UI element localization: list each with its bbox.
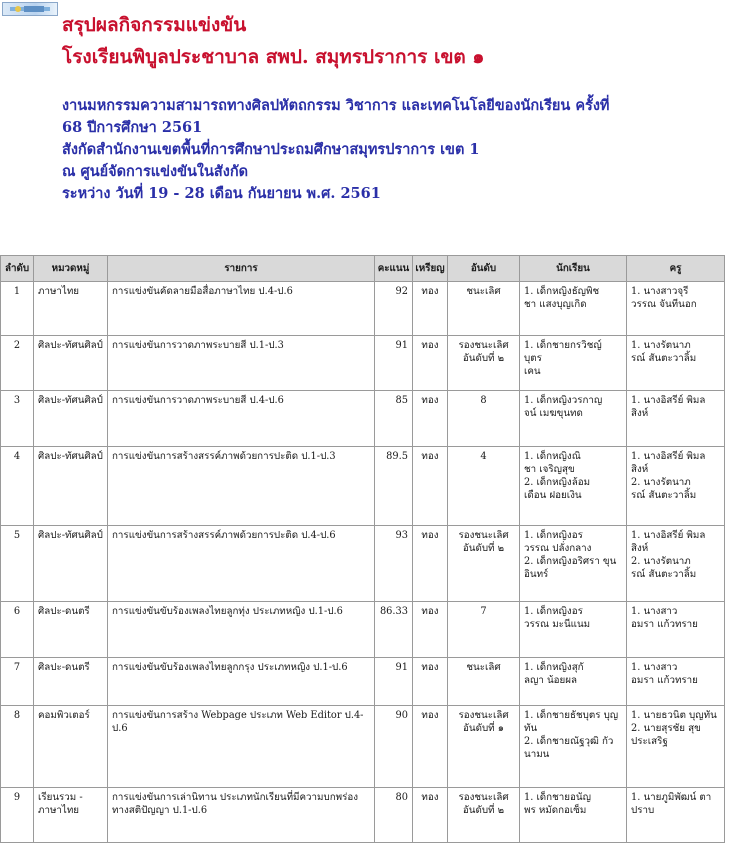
cell-event: การแข่งขันการวาดภาพระบายสี ป.4-ป.6 (108, 391, 375, 447)
cell-no: 4 (1, 447, 34, 526)
table-row (1, 391, 725, 447)
cell-score: 91 (375, 336, 413, 391)
event-line-1: งานมหกรรมความสามารถทางศิลปหัตถกรรม วิชาการ และเทคโนโลยีของนักเรียน ครั้งที่ (62, 97, 610, 114)
cell-rank-line: รองชนะเลิศ (458, 530, 509, 541)
cell-no: 3 (1, 391, 34, 447)
school-name: โรงเรียนพิบูลประชาบาล สพป. สมุทรปราการ เขต ๑ (62, 46, 485, 68)
table-header-row (1, 256, 725, 282)
cell-students-line: 1. เด็กหญิงอร (524, 606, 583, 617)
cell-teachers-line: 1. นายภูมิพัฒน์ ตา (631, 792, 712, 803)
col-header-category: หมวดหมู่ (34, 256, 108, 282)
col-header-no: ลำดับ (1, 256, 34, 282)
cell-medal: ทอง (413, 788, 448, 843)
cell-category: ศิลปะ-ทัศนศิลป์ (34, 447, 108, 526)
cell-event: การแข่งขันการเล่านิทาน ประเภทนักเรียนที่มีความบกพร่องทางสติปัญญา ป.1-ป.6 (108, 788, 375, 843)
event-line-4: ณ ศูนย์จัดการแข่งขันในสังกัด (62, 163, 249, 180)
cell-students-line: จน์ เมฆขุนทด (524, 408, 583, 419)
cell-score: 85 (375, 391, 413, 447)
cell-medal: ทอง (413, 602, 448, 658)
cell-teachers-line: 1. นางอิสรีย์ พิมล (631, 395, 706, 406)
cell-teachers-line: ประเสริฐ (631, 736, 668, 747)
table-row (1, 336, 725, 391)
cell-category: ศิลปะ-ทัศนศิลป์ (34, 526, 108, 602)
cell-teachers-line: 2. นางรัตนาภ (631, 556, 691, 567)
cell-medal: ทอง (413, 447, 448, 526)
cell-rank-line: รองชนะเลิศ (458, 792, 509, 803)
cell-rank (448, 336, 520, 391)
cell-teachers-line: 1. นางอิสรีย์ พิมล (631, 530, 706, 541)
event-line-3: สังกัดสำนักงานเขตพื้นที่การศึกษาประถมศึกษาสมุทรปราการ เขต 1 (62, 141, 480, 158)
col-header-students: นักเรียน (520, 256, 627, 282)
cell-rank (448, 391, 520, 447)
col-header-event: รายการ (108, 256, 375, 282)
cell-students (520, 391, 627, 447)
table-row (1, 526, 725, 602)
logo-graphic-icon (10, 4, 50, 14)
cell-teachers-line: 1. นางอิสรีย์ พิมล (631, 451, 706, 462)
cell-teachers-line: รณ์ สันตะวาลิ้ม (631, 490, 697, 501)
cell-rank-line: 7 (480, 606, 487, 617)
cell-teachers-line: 1. นางรัตนาภ (631, 340, 691, 351)
cell-students-line: พร หมัดกอเซ็ม (524, 805, 587, 816)
cell-rank (448, 706, 520, 788)
cell-students-line: 2. เด็กชายณัฐวุฒิ กัว (524, 736, 614, 747)
cell-event: การแข่งขันการวาดภาพระบายสี ป.1-ป.3 (108, 336, 375, 391)
event-line-5: ระหว่าง วันที่ 19 - 28 เดือน กันยายน พ.ศ. 2561 (62, 185, 381, 202)
cell-score: 86.33 (375, 602, 413, 658)
cell-score: 93 (375, 526, 413, 602)
cell-no: 6 (1, 602, 34, 658)
cell-teachers (627, 602, 725, 658)
cell-teachers (627, 282, 725, 336)
cell-teachers-line: อมรา แก้วทราย (631, 675, 698, 686)
cell-event: การแข่งขันการสร้างสรรค์ภาพด้วยการปะติด ป.4-ป.6 (108, 526, 375, 602)
cell-event: การแข่งขันขับร้องเพลงไทยลูกทุ่ง ประเภทหญิง ป.1-ป.6 (108, 602, 375, 658)
cell-medal: ทอง (413, 336, 448, 391)
cell-teachers-line: ปราบ (631, 805, 655, 816)
cell-students-line: 2. เด็กหญิงล้อม (524, 477, 591, 488)
cell-students (520, 658, 627, 706)
cell-students (520, 788, 627, 843)
cell-teachers-line: 1. นางสาว (631, 606, 678, 617)
cell-students-line: อินทร์ (524, 569, 549, 580)
cell-category: คอมพิวเตอร์ (34, 706, 108, 788)
cell-category: ศิลปะ-ทัศนศิลป์ (34, 336, 108, 391)
cell-students (520, 706, 627, 788)
cell-students-line: 1. เด็กหญิงณิ (524, 451, 581, 462)
cell-no: 9 (1, 788, 34, 843)
cell-medal: ทอง (413, 658, 448, 706)
cell-no: 1 (1, 282, 34, 336)
cell-students-line: วรรณ ปลั่งกลาง (524, 543, 592, 554)
cell-rank-line: อันดับที่ ๒ (462, 353, 505, 364)
cell-students-line: 1. เด็กชายธัชบุตร บุญ (524, 710, 619, 721)
cell-teachers (627, 658, 725, 706)
cell-no: 2 (1, 336, 34, 391)
cell-students (520, 447, 627, 526)
cell-no: 8 (1, 706, 34, 788)
cell-rank (448, 658, 520, 706)
cell-medal: ทอง (413, 706, 448, 788)
cell-teachers (627, 391, 725, 447)
cell-teachers-line: อมรา แก้วทราย (631, 619, 698, 630)
cell-students (520, 602, 627, 658)
cell-rank-line: รองชนะเลิศ (458, 710, 509, 721)
cell-rank-line: ชนะเลิศ (466, 286, 501, 297)
cell-event: การแข่งขันขับร้องเพลงไทยลูกกรุง ประเภทหญิง ป.1-ป.6 (108, 658, 375, 706)
col-header-medal: เหรียญ (413, 256, 448, 282)
table-row (1, 282, 725, 336)
cell-teachers-line: วรรณ จันทีนอก (631, 299, 697, 310)
cell-teachers-line: 2. นายสุรชัย สุข (631, 723, 701, 734)
cell-medal: ทอง (413, 526, 448, 602)
cell-rank-line: อันดับที่ ๑ (463, 723, 504, 734)
cell-teachers (627, 447, 725, 526)
cell-students-line: 1. เด็กชายอนัญ (524, 792, 591, 803)
col-header-teachers: ครู (627, 256, 725, 282)
cell-teachers (627, 526, 725, 602)
cell-students-line: ทัน (524, 723, 538, 734)
cell-category: ศิลปะ-ทัศนศิลป์ (34, 391, 108, 447)
event-line-2: 68 ปีการศึกษา 2561 (62, 119, 203, 136)
cell-students (520, 336, 627, 391)
cell-event: การแข่งขันคัดลายมือสื่อภาษาไทย ป.4-ป.6 (108, 282, 375, 336)
cell-score: 90 (375, 706, 413, 788)
cell-medal: ทอง (413, 391, 448, 447)
cell-teachers (627, 336, 725, 391)
cell-score: 89.5 (375, 447, 413, 526)
cell-score: 91 (375, 658, 413, 706)
cell-rank-line: ชนะเลิศ (466, 662, 501, 673)
cell-teachers-line: 1. นางสาว (631, 662, 678, 673)
cell-teachers-line: 1. นางสาวจุรี (631, 286, 689, 297)
table-row (1, 788, 725, 843)
table-row (1, 658, 725, 706)
cell-rank (448, 282, 520, 336)
cell-students-line: เดือน ฝอยเงิน (524, 490, 582, 501)
cell-students-line: นามน (524, 749, 550, 760)
col-header-rank: อันดับ (448, 256, 520, 282)
table-row (1, 706, 725, 788)
cell-rank (448, 602, 520, 658)
cell-category: ภาษาไทย (34, 282, 108, 336)
cell-students-line: 1. เด็กหญิงวรกาญ (524, 395, 603, 406)
cell-rank-line: 8 (480, 395, 487, 406)
event-info (62, 95, 722, 205)
cell-students-line: 1. เด็กหญิงอร (524, 530, 583, 541)
cell-rank-line: รองชนะเลิศ (458, 340, 509, 351)
cell-score: 80 (375, 788, 413, 843)
cell-teachers-line: 1. นายธวนิต บุญทัน (631, 710, 717, 721)
school-logo (2, 2, 58, 16)
cell-rank-line: อันดับที่ ๒ (462, 543, 505, 554)
cell-medal: ทอง (413, 282, 448, 336)
cell-students-line: 2. เด็กหญิงอริศรา ขุน (524, 556, 617, 567)
cell-rank-line: 4 (480, 451, 487, 462)
cell-rank (448, 788, 520, 843)
cell-event: การแข่งขันการสร้าง Webpage ประเภท Web Editor ป.4-ป.6 (108, 706, 375, 788)
cell-students-line: เคน (524, 366, 541, 377)
results-table (0, 255, 725, 843)
cell-students-line: 1. เด็กหญิงสุกั (524, 662, 584, 673)
cell-students (520, 526, 627, 602)
cell-category: ศิลปะ-ดนตรี (34, 602, 108, 658)
page-title: สรุปผลกิจกรรมแข่งขัน (62, 14, 247, 36)
cell-students-line: ชา แสงบุญเกิด (524, 299, 587, 310)
cell-teachers (627, 788, 725, 843)
cell-students-line: 1. เด็กหญิงธัญพิช (524, 286, 600, 297)
table-row (1, 447, 725, 526)
cell-teachers-line: สิงห์ (631, 408, 649, 419)
cell-no: 7 (1, 658, 34, 706)
cell-rank (448, 447, 520, 526)
cell-teachers-line: รณ์ สันตะวาลิ้ม (631, 353, 697, 364)
cell-rank-line: อันดับที่ ๒ (462, 805, 505, 816)
cell-students-line: วรรณ มะนีแนม (524, 619, 591, 630)
table-row (1, 602, 725, 658)
cell-category: เรียนรวม - ภาษาไทย (34, 788, 108, 843)
cell-teachers-line: สิงห์ (631, 543, 649, 554)
cell-event: การแข่งขันการสร้างสรรค์ภาพด้วยการปะติด ป.1-ป.3 (108, 447, 375, 526)
cell-category: ศิลปะ-ดนตรี (34, 658, 108, 706)
cell-teachers-line: รณ์ สันตะวาลิ้ม (631, 569, 697, 580)
cell-students (520, 282, 627, 336)
cell-students-line: ชา เจริญสุข (524, 464, 575, 475)
cell-no: 5 (1, 526, 34, 602)
cell-teachers (627, 706, 725, 788)
cell-students-line: ลญา น้อยผล (524, 675, 578, 686)
col-header-score: คะแนน (375, 256, 413, 282)
cell-rank (448, 526, 520, 602)
cell-teachers-line: 2. นางรัตนาภ (631, 477, 691, 488)
cell-score: 92 (375, 282, 413, 336)
cell-students-line: 1. เด็กชายกรวิชญ์ บุตร (524, 340, 602, 364)
cell-teachers-line: สิงห์ (631, 464, 649, 475)
